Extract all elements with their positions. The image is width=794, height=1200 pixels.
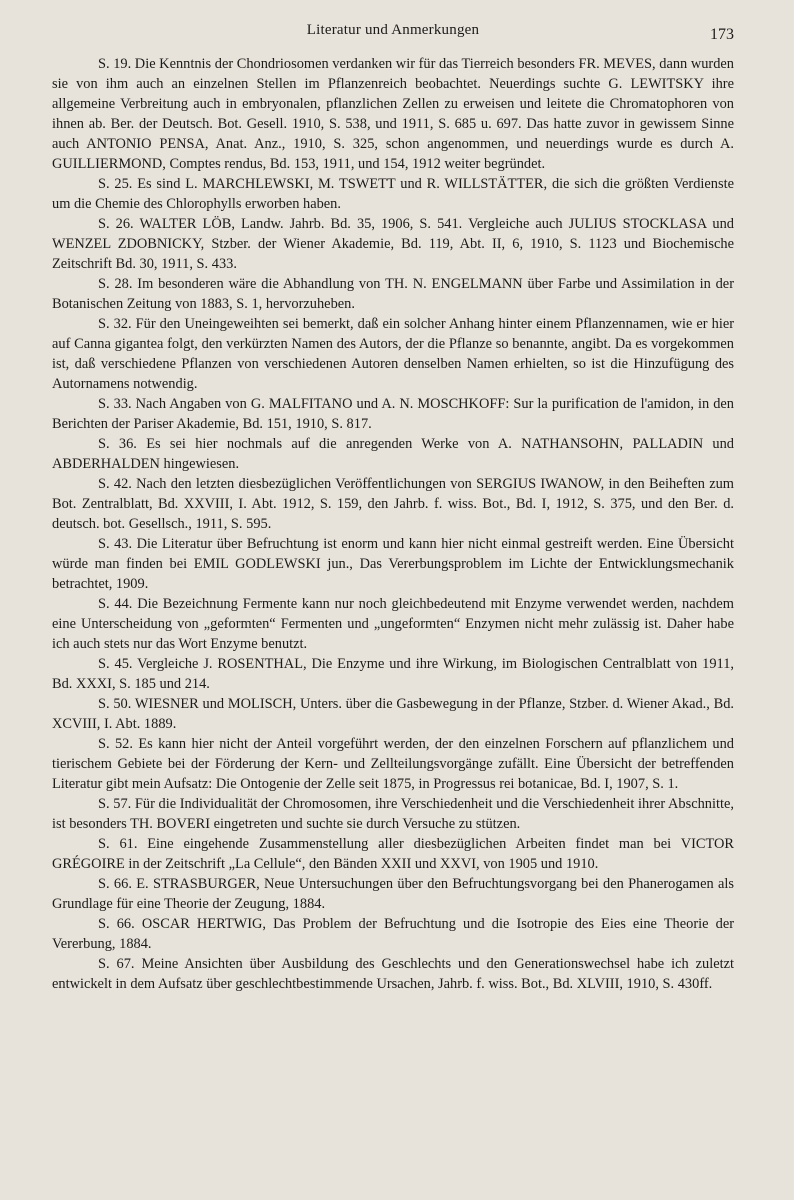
note-s36: S. 36. Es sei hier nochmals auf die anregenden Werke von A. NATHANSOHN, PALLADIN und ABDERHALDEN hingewiesen.: [52, 436, 734, 472]
note-s44: S. 44. Die Bezeichnung Fermente kann nur noch gleichbedeutend mit Enzyme verwendet werden, nachdem eine Unterscheidung von „geformten“ Fermenten und „ungeformten“ Enzymen nicht mehr zulässig ist. Daher habe ich auch stets nur das Wort Enzyme benutzt.: [52, 596, 734, 652]
note-s19: S. 19. Die Kenntnis der Chondriosomen verdanken wir für das Tierreich besonders FR. MEVES, dann wurden sie von ihm auch an einzelnen Stellen im Pflanzenreich beobachtet. Neuerdings suchte G. LEWITSKY ihre allgemeine Verbreitung auch in embryonalen, pflanzlichen Zellen zu erweisen und leitete die Chromatophoren von ihnen ab. Ber. der Deutsch. Bot. Gesell. 1910, S. 538, und 1911, S. 685 u. 697. Das hatte zuvor in gewissem Sinne auch ANTONIO PENSA, Anat. Anz., 1910, S. 325, schon angenommen, und neuerdings wurde es durch A. GUILLIERMOND, Comptes rendus, Bd. 153, 1911, und 154, 1912 weiter begründet.: [52, 56, 734, 172]
note-s52: S. 52. Es kann hier nicht der Anteil vorgeführt werden, der den einzelnen Forschern auf pflanzlichem und tierischem Gebiete bei der Förderung der Kern- und Zellteilungsvorgänge zufällt. Eine Übersicht der betreffenden Literatur gibt mein Aufsatz: Die Ontogenie der Zelle seit 1875, in Progressus rei botanicae, Bd. I, 1907, S. 1.: [52, 736, 734, 792]
note-s32: S. 32. Für den Uneingeweihten sei bemerkt, daß ein solcher Anhang hinter einem Pflanzennamen, wie er hier auf Canna gigantea folgt, den verkürzten Namen des Autors, der die Pflanze so benannte, angibt. Da es vorgekommen ist, daß verschiedene Pflanzen von verschiedenen Autoren denselben Namen erhielten, so ist die Hinzufügung des Autornamens notwendig.: [52, 316, 734, 392]
note-s61: S. 61. Eine eingehende Zusammenstellung aller diesbezüglichen Arbeiten findet man bei VICTOR GRÉGOIRE in der Zeitschrift „La Cellule“, den Bänden XXII und XXVI, von 1905 und 1910.: [52, 836, 734, 872]
running-head: [52, 22, 734, 52]
note-s25: S. 25. Es sind L. MARCHLEWSKI, M. TSWETT und R. WILLSTÄTTER, die sich die größten Verdienste um die Chemie des Chlorophylls erworben haben.: [52, 176, 734, 212]
note-s57: S. 57. Für die Individualität der Chromosomen, ihre Verschiedenheit und die Verschiedenheit ihrer Abschnitte, ist besonders TH. BOVERI eingetreten und suchte sie durch Versuche zu stützen.: [52, 796, 734, 832]
note-s66-hertwig: S. 66. OSCAR HERTWIG, Das Problem der Befruchtung und die Isotropie des Eies eine Theorie der Vererbung, 1884.: [52, 916, 734, 952]
note-s66-strasburger: S. 66. E. STRASBURGER, Neue Untersuchungen über den Befruchtungsvorgang bei den Phanerogamen als Grundlage für eine Theorie der Zeugung, 1884.: [52, 876, 734, 912]
note-s50: S. 50. WIESNER und MOLISCH, Unters. über die Gasbewegung in der Pflanze, Stzber. d. Wiener Akad., Bd. XCVIII, I. Abt. 1889.: [52, 696, 734, 732]
note-s45: S. 45. Vergleiche J. ROSENTHAL, Die Enzyme und ihre Wirkung, im Biologischen Centralblatt von 1911, Bd. XXXI, S. 185 und 214.: [52, 656, 734, 692]
running-title: Literatur und Anmerkungen: [306, 22, 480, 38]
note-s33: S. 33. Nach Angaben von G. MALFITANO und A. N. MOSCHKOFF: Sur la purification de l'amidon, in den Berichten der Pariser Akademie, Bd. 151, 1910, S. 817.: [52, 396, 734, 432]
notes-list: [52, 54, 734, 994]
page-number: 173: [710, 26, 734, 43]
note-s26: S. 26. WALTER LÖB, Landw. Jahrb. Bd. 35, 1906, S. 541. Vergleiche auch JULIUS STOCKLASA und WENZEL ZDOBNICKY, Stzber. der Wiener Akademie, Bd. 119, Abt. II, 6, 1910, S. 1123 und Biochemische Zeitschrift Bd. 30, 1911, S. 433.: [52, 216, 734, 272]
note-s67: S. 67. Meine Ansichten über Ausbildung des Geschlechts und den Generationswechsel habe ich zuletzt entwickelt in dem Aufsatz über geschlechtbestimmende Ursachen, Jahrb. f. wiss. Bot., Bd. XLVIII, 1910, S. 430ff.: [52, 956, 734, 992]
note-s42: S. 42. Nach den letzten diesbezüglichen Veröffentlichungen von SERGIUS IWANOW, in den Beiheften zum Bot. Zentralblatt, Bd. XXVIII, I. Abt. 1912, S. 159, den Jahrb. f. wiss. Bot., Bd. I, 1912, S. 375, und den Ber. d. deutsch. bot. Gesellsch., 1911, S. 595.: [52, 476, 734, 532]
note-s28: S. 28. Im besonderen wäre die Abhandlung von TH. N. ENGELMANN über Farbe und Assimilation in der Botanischen Zeitung von 1883, S. 1, hervorzuheben.: [52, 276, 734, 312]
note-s43: S. 43. Die Literatur über Befruchtung ist enorm und kann hier nicht einmal gestreift werden. Eine Übersicht würde man finden bei EMIL GODLEWSKI jun., Das Vererbungsproblem im Lichte der Entwicklungsmechanik betrachtet, 1909.: [52, 536, 734, 592]
